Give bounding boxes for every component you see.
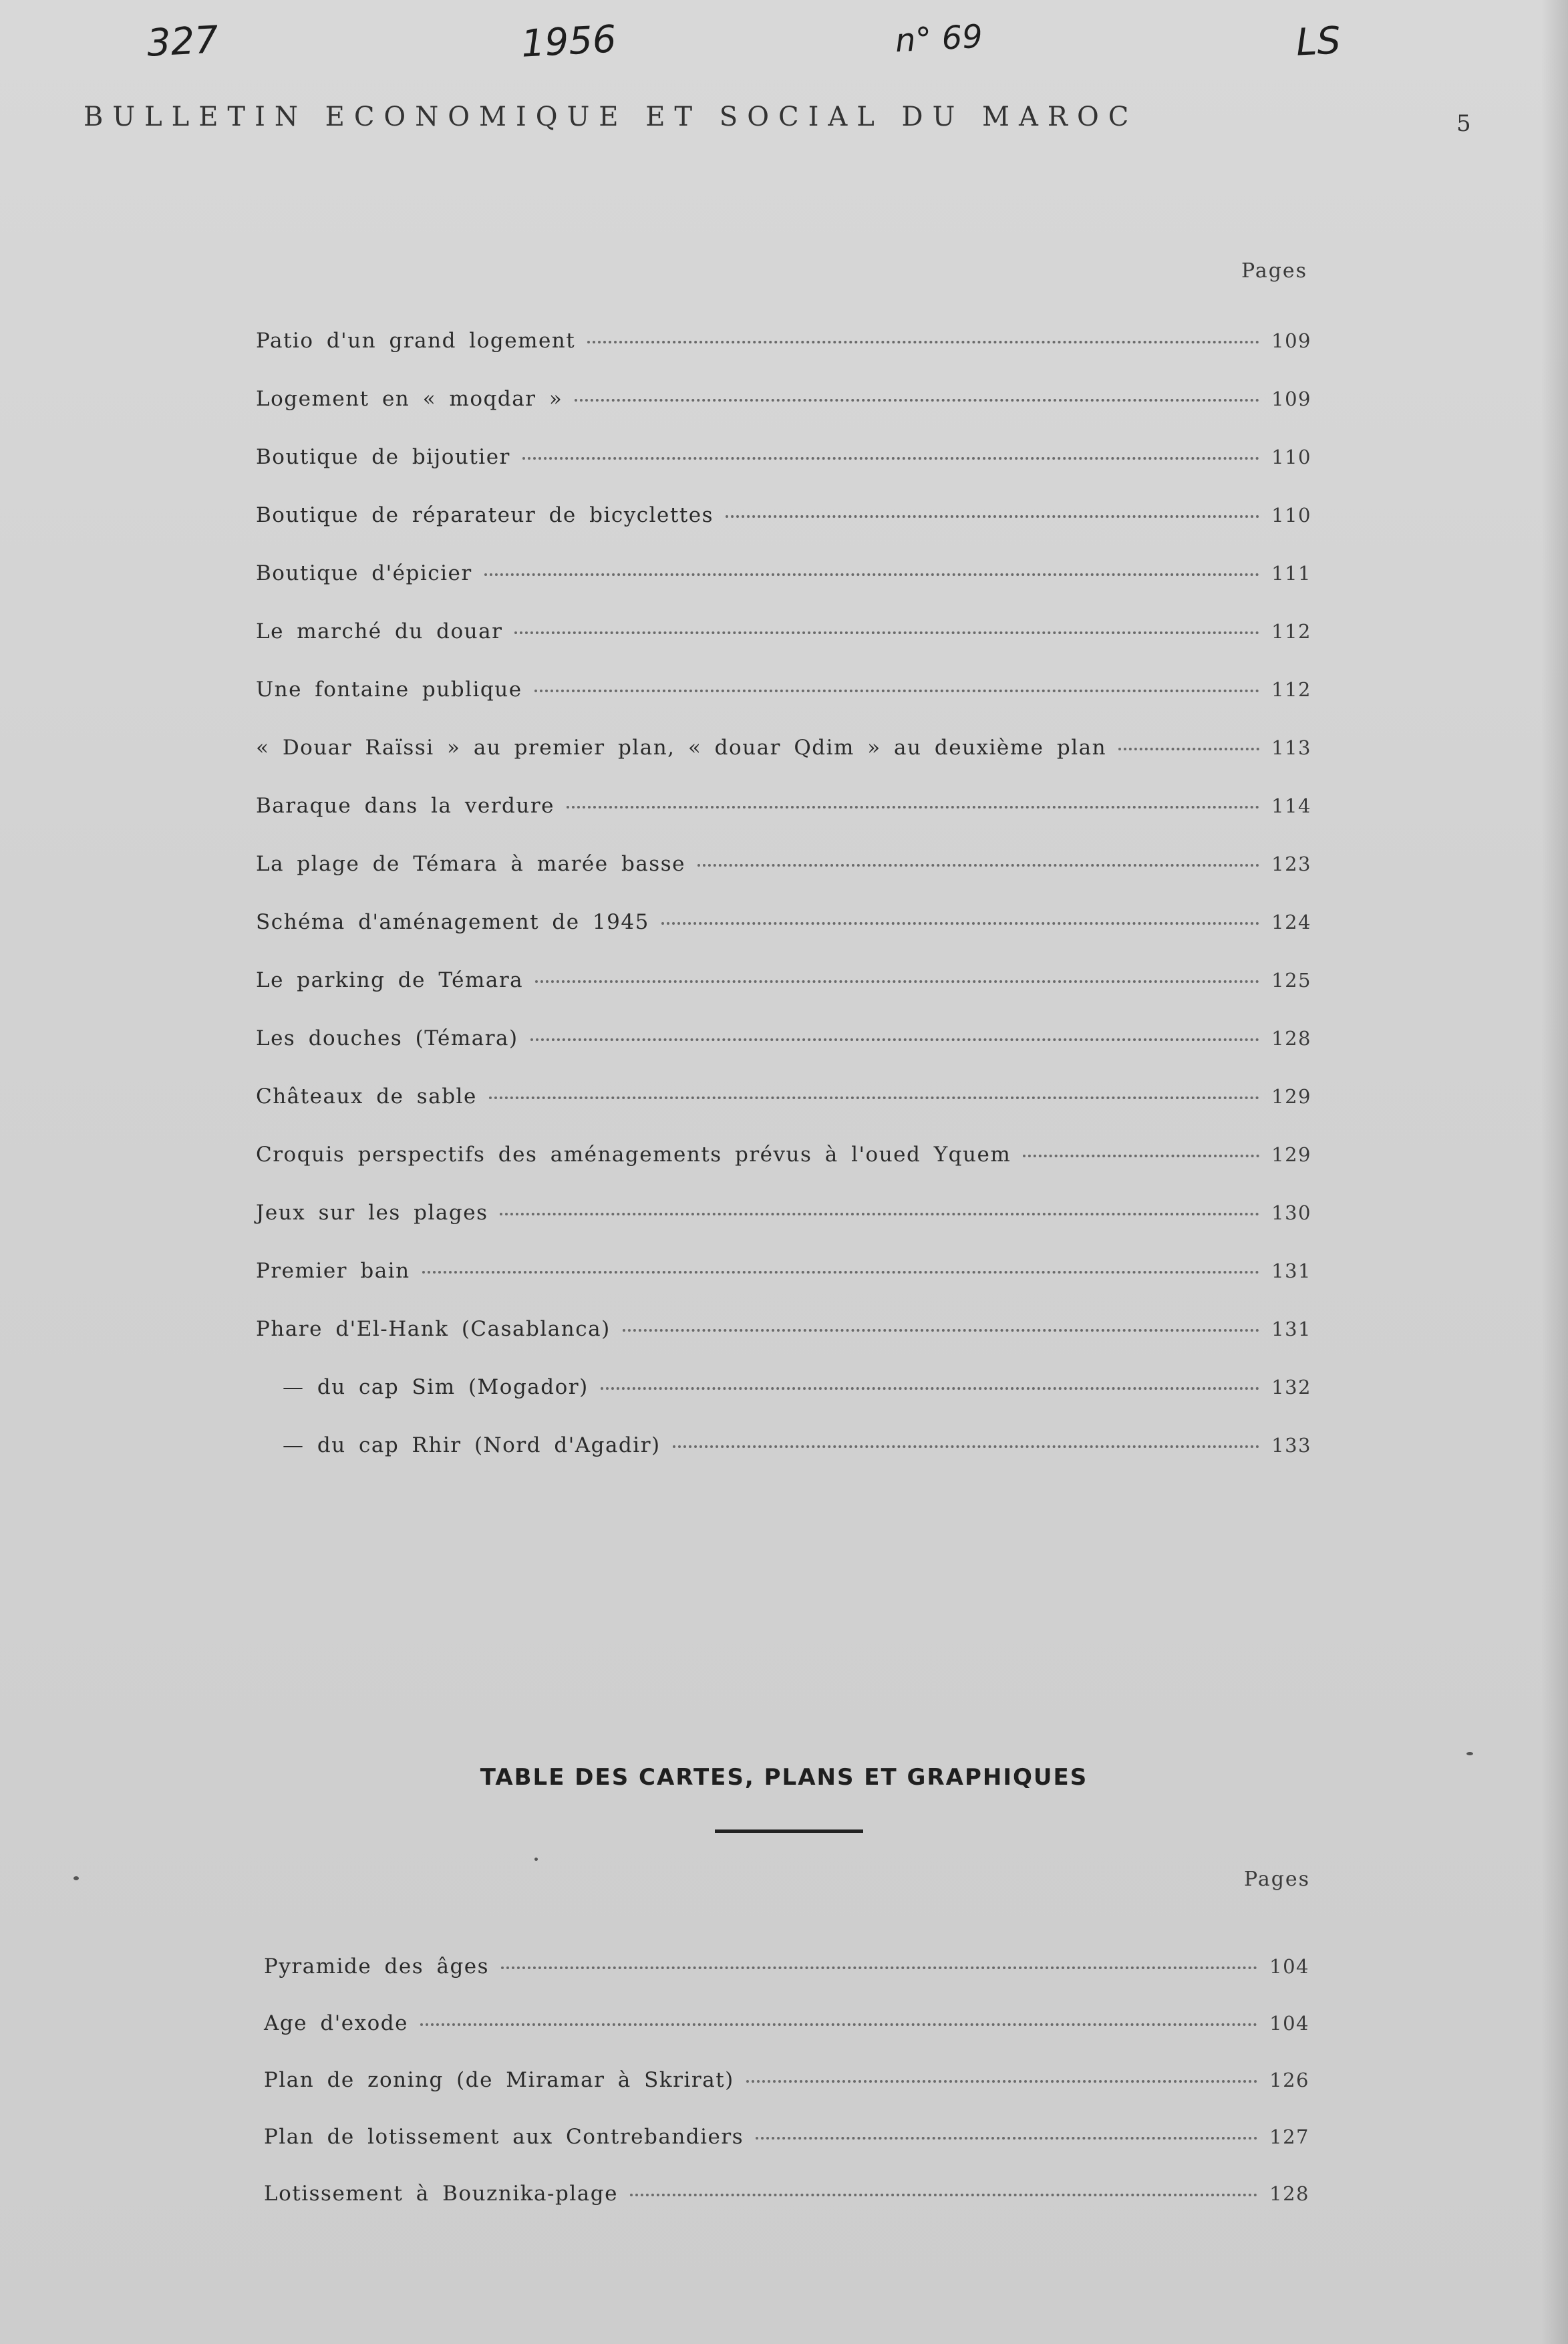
entry-label: Phare d'El-Hank (Casablanca)	[256, 1317, 611, 1341]
entry-page: 111	[1271, 562, 1311, 585]
dot-leader	[422, 1271, 1259, 1274]
dot-leader	[726, 515, 1259, 518]
entry-page: 104	[1269, 1955, 1309, 1978]
entry-page: 129	[1271, 1085, 1311, 1108]
dot-leader	[630, 2194, 1257, 2196]
entry-page: 129	[1271, 1143, 1311, 1166]
list-item	[256, 561, 1311, 619]
entry-label: Jeux sur les plages	[256, 1201, 488, 1225]
entry-label: Pyramide des âges	[264, 1954, 490, 1979]
entry-label: Plan de zoning (de Miramar à Skrirat)	[264, 2068, 734, 2092]
entry-label: Boutique d'épicier	[256, 561, 472, 585]
entry-label: Logement en « moqdar »	[256, 387, 563, 411]
dot-leader	[746, 2080, 1257, 2083]
entry-page: 123	[1271, 853, 1311, 875]
entry-label: Lotissement à Bouznika-plage	[264, 2182, 618, 2206]
entry-page: 126	[1269, 2069, 1309, 2091]
dot-leader	[575, 399, 1259, 402]
section-rule	[715, 1829, 863, 1833]
illustrations-list	[256, 329, 1311, 1491]
entry-label: — du cap Rhir (Nord d'Agadir)	[283, 1433, 661, 1457]
entry-page: 124	[1271, 911, 1311, 933]
section-title: TABLE DES CARTES, PLANS ET GRAPHIQUES	[480, 1764, 1088, 1791]
list-item	[256, 852, 1311, 910]
list-item	[256, 387, 1311, 445]
entry-label: Châteaux de sable	[256, 1084, 477, 1109]
dot-leader	[601, 1387, 1259, 1390]
entry-page: 125	[1271, 969, 1311, 992]
handwritten-note: LS	[1295, 19, 1342, 65]
dot-leader	[673, 1445, 1259, 1448]
dot-leader	[501, 1966, 1257, 1969]
entry-label: Boutique de bijoutier	[256, 445, 510, 469]
entry-page: 112	[1271, 620, 1311, 643]
dot-leader	[567, 806, 1259, 809]
entry-page: 131	[1271, 1318, 1311, 1340]
list-item	[256, 329, 1311, 387]
dot-leader	[623, 1329, 1259, 1332]
entry-page: 112	[1271, 678, 1311, 701]
dot-leader	[522, 457, 1259, 460]
entry-label: Boutique de réparateur de bicyclettes	[256, 503, 714, 527]
dot-leader	[530, 1038, 1259, 1041]
dot-leader	[500, 1213, 1259, 1215]
entry-page: 109	[1271, 329, 1311, 352]
entry-page: 104	[1269, 2012, 1309, 2035]
list-item	[256, 968, 1311, 1026]
entry-page: 130	[1271, 1201, 1311, 1224]
handwritten-note: 327	[146, 18, 220, 65]
dot-leader	[420, 2023, 1257, 2026]
dot-leader	[1023, 1155, 1259, 1157]
dot-leader	[535, 980, 1259, 983]
entry-page: 114	[1271, 794, 1311, 817]
list-item	[264, 2182, 1309, 2238]
paper-speck	[1466, 1752, 1473, 1755]
entry-label: Age d'exode	[264, 2011, 408, 2035]
dot-leader	[484, 573, 1259, 576]
list-item	[256, 445, 1311, 503]
entry-label: Plan de lotissement aux Contrebandiers	[264, 2125, 744, 2149]
list-item	[256, 1084, 1311, 1143]
list-item	[256, 1201, 1311, 1259]
entry-label: Baraque dans la verdure	[256, 794, 555, 818]
entry-label: — du cap Sim (Mogador)	[283, 1375, 589, 1399]
list-item	[256, 619, 1311, 678]
entry-label: « Douar Raïssi » au premier plan, « douar Qdim » au deuxième plan	[256, 736, 1107, 760]
entry-label: Croquis perspectifs des aménagements prévus à l'oued Yquem	[256, 1143, 1011, 1167]
list-item	[256, 1375, 1311, 1433]
entry-page: 109	[1271, 388, 1311, 410]
dot-leader	[489, 1096, 1259, 1099]
paper-speck	[73, 1876, 79, 1880]
list-item	[256, 1143, 1311, 1201]
dot-leader	[534, 690, 1259, 692]
entry-page: 110	[1271, 446, 1311, 468]
entry-label: Le marché du douar	[256, 619, 503, 643]
list-item	[256, 1433, 1311, 1491]
list-item	[264, 2068, 1309, 2125]
dot-leader	[587, 341, 1259, 343]
dot-leader	[1118, 748, 1259, 750]
handwritten-note: n° 69	[894, 17, 984, 60]
entry-page: 128	[1269, 2182, 1309, 2205]
list-item	[264, 2125, 1309, 2182]
entry-label: Les douches (Témara)	[256, 1026, 518, 1050]
dot-leader	[661, 922, 1259, 925]
entry-page: 128	[1271, 1027, 1311, 1050]
entry-page: 110	[1271, 504, 1311, 527]
entry-label: Schéma d'aménagement de 1945	[256, 910, 649, 934]
entry-page: 127	[1269, 2126, 1309, 2148]
dot-leader	[697, 864, 1259, 867]
list-item	[256, 503, 1311, 561]
handwritten-note: 1956	[520, 17, 618, 66]
entry-label: Premier bain	[256, 1259, 410, 1283]
list-item	[256, 678, 1311, 736]
list-item	[256, 1317, 1311, 1375]
entry-page: 131	[1271, 1260, 1311, 1282]
paper-speck	[534, 1858, 538, 1861]
entry-label: Patio d'un grand logement	[256, 329, 576, 353]
list-item	[256, 910, 1311, 968]
list-item	[264, 2011, 1309, 2068]
list-item	[256, 1259, 1311, 1317]
dot-leader	[514, 631, 1259, 634]
pages-column-label: Pages	[1241, 259, 1308, 283]
entry-label: Une fontaine publique	[256, 678, 522, 702]
entry-page: 133	[1271, 1434, 1311, 1457]
pages-column-label: Pages	[1244, 1868, 1311, 1891]
entry-label: La plage de Témara à marée basse	[256, 852, 685, 876]
page-number: 5	[1456, 110, 1471, 137]
entry-page: 132	[1271, 1376, 1311, 1399]
list-item	[256, 736, 1311, 794]
entry-label: Le parking de Témara	[256, 968, 524, 992]
maps-list	[264, 1954, 1309, 2238]
running-head: BULLETIN ECONOMIQUE ET SOCIAL DU MAROC	[84, 102, 1138, 132]
list-item	[256, 1026, 1311, 1084]
dot-leader	[756, 2137, 1257, 2140]
entry-page: 113	[1271, 736, 1311, 759]
list-item	[256, 794, 1311, 852]
list-item	[264, 1954, 1309, 2011]
